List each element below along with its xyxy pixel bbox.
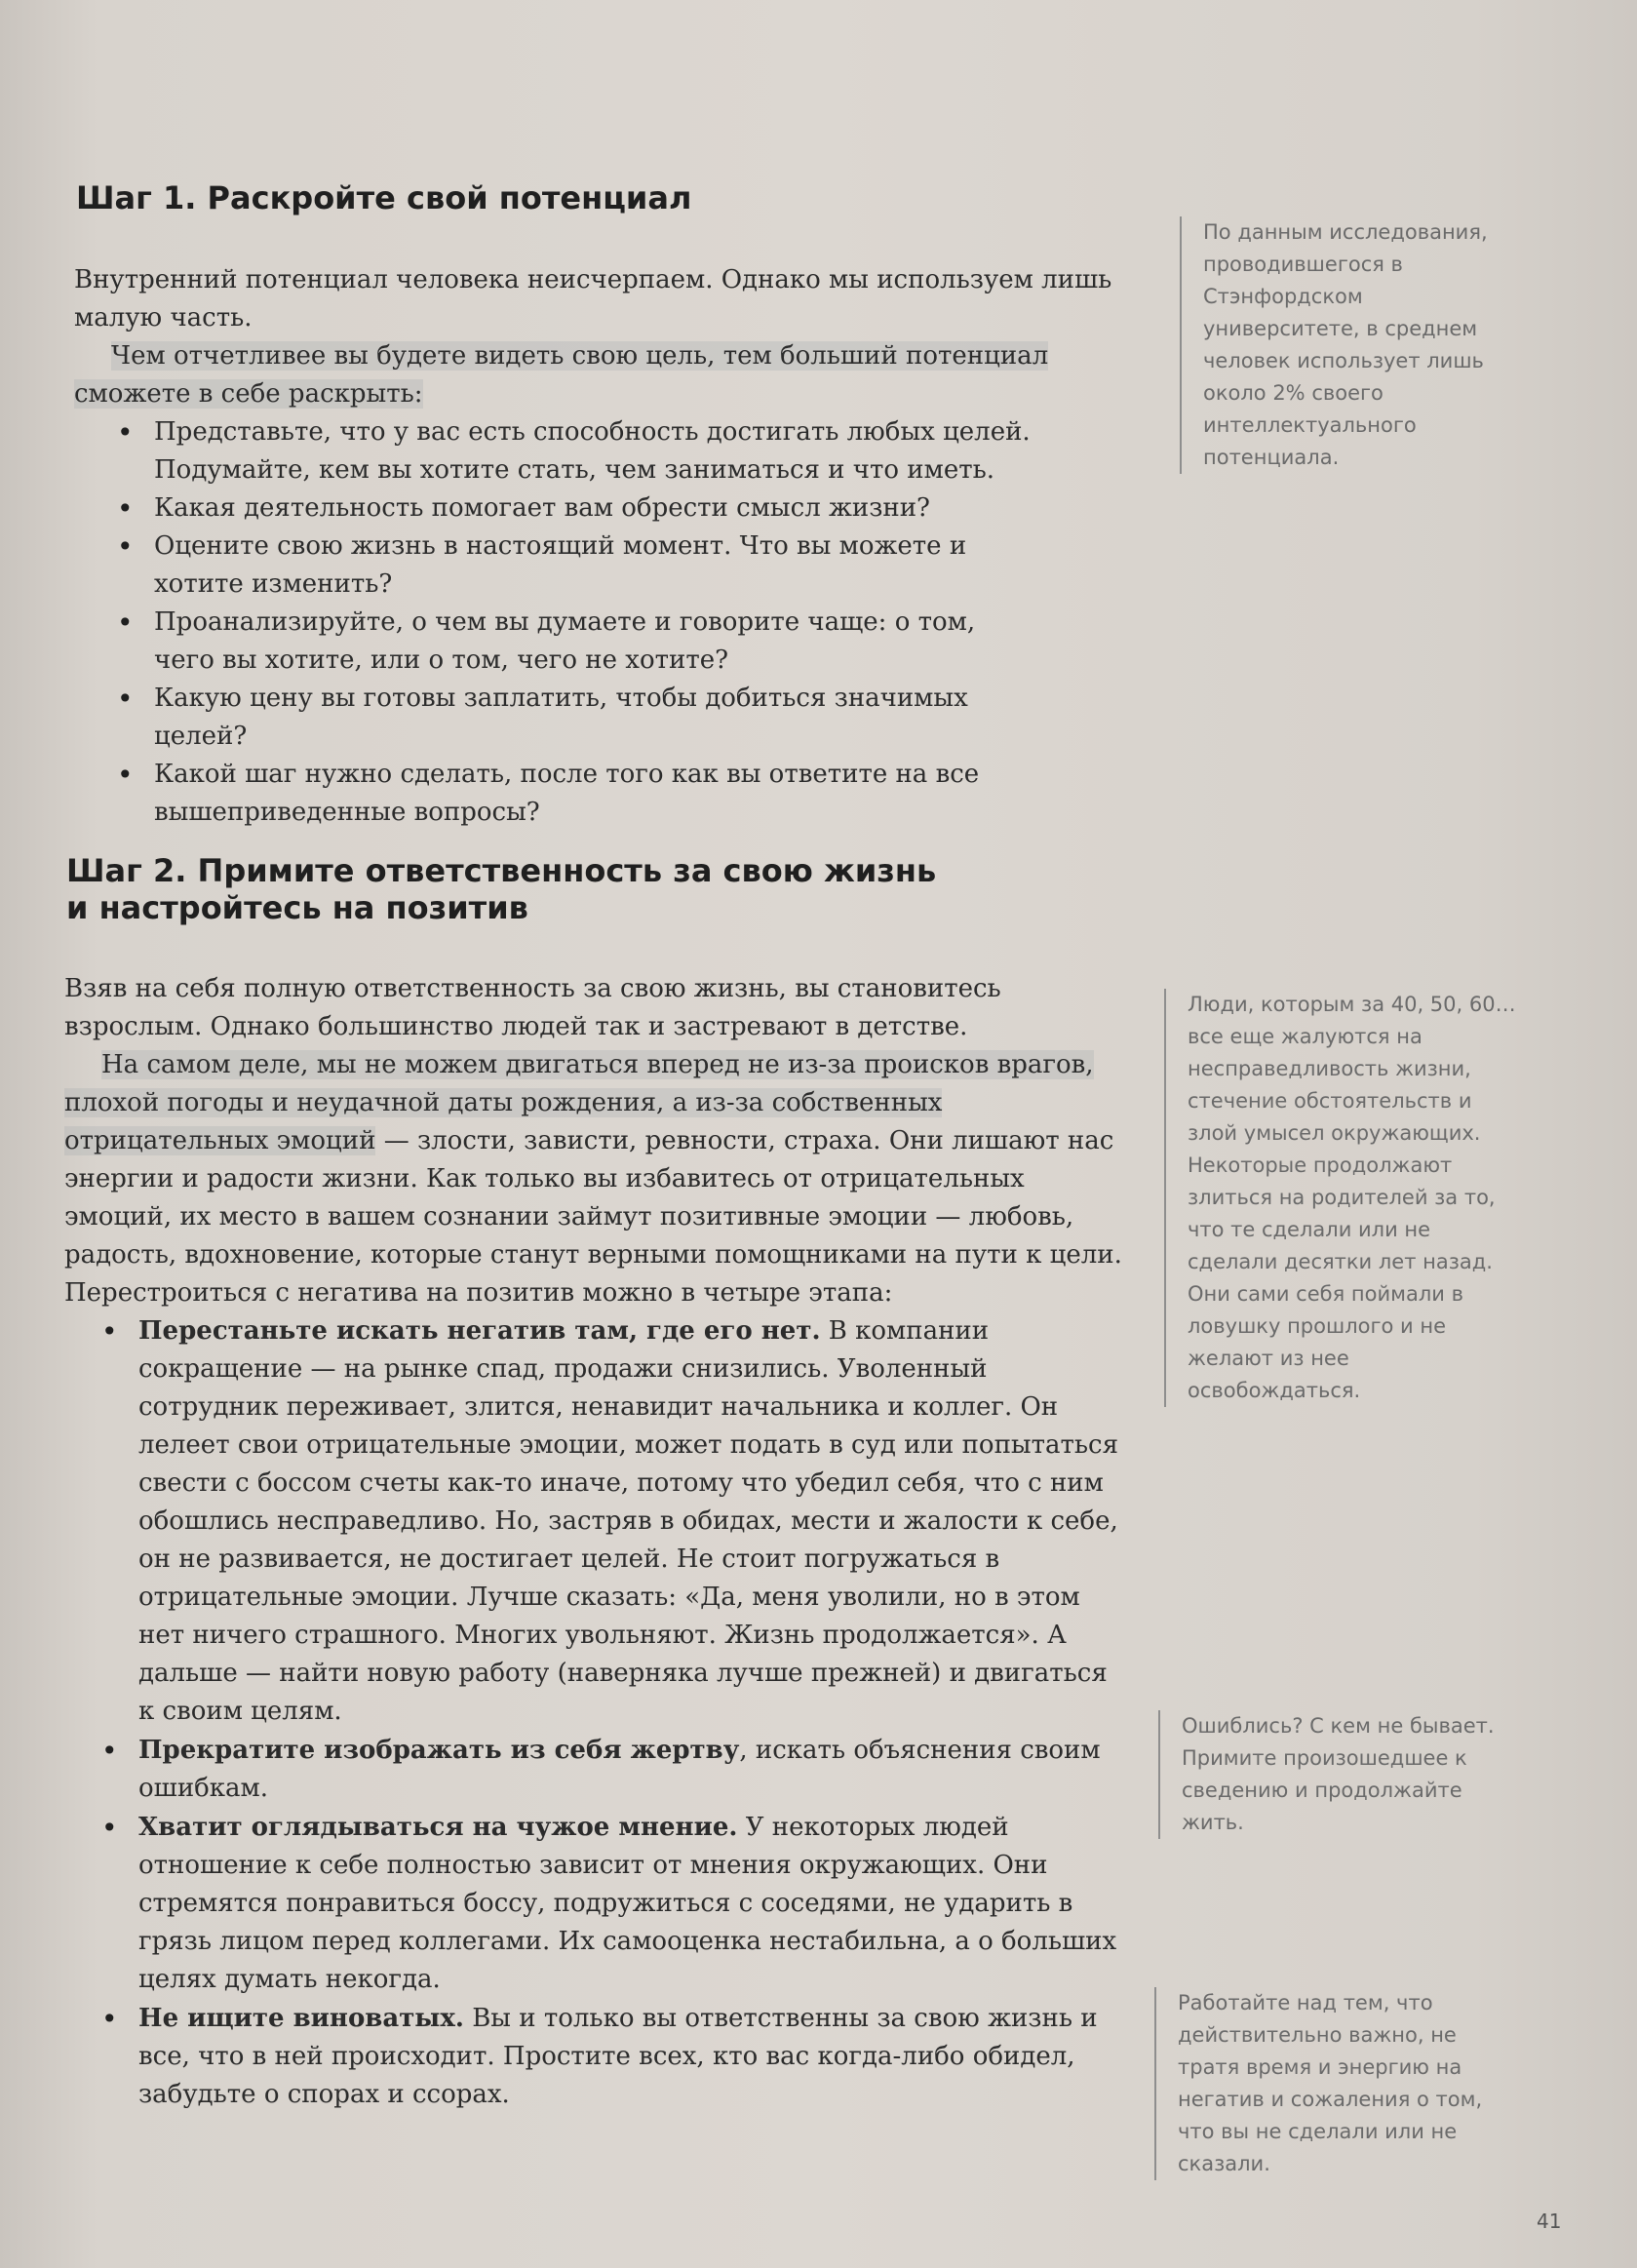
list-item-text: У некоторых людей отношение к себе полностью зависит от мнения окружающих. Они стремятся понравиться боссу, подружиться с соседями, не ударить в грязь лицом перед коллегами. Их самооценка нестабильна, а о больших целях думать некогда. bbox=[138, 1813, 1117, 1994]
list-item-text: Вы и только вы ответственны за свою жизнь и все, что в ней происходит. Простите всех, кто вас когда-либо обидел, забудьте о спорах и ссорах. bbox=[138, 2004, 1098, 2109]
list-item: • Представьте, что у вас есть способность достигать любых целей. Подумайте, кем вы хотите стать, чем заниматься и что иметь. bbox=[154, 413, 1041, 489]
list-item: • Какая деятельность помогает вам обрести смысл жизни? bbox=[154, 489, 1041, 528]
list-item: • Какой шаг нужно сделать, после того как вы ответите на все вышеприведенные вопросы? bbox=[154, 756, 1041, 832]
step1-sidenote: По данным исследования, проводившегося в Стэнфордском университете, в среднем человек использует лишь около 2% своего интеллектуального потенциала. bbox=[1180, 216, 1525, 474]
list-item-bold: Прекратите изображать из себя жертву bbox=[138, 1736, 740, 1765]
list-item-text: , искать объяснения своим ошибкам. bbox=[138, 1736, 1101, 1803]
list-item: • Оцените свою жизнь в настоящий момент. Что вы можете и хотите изменить? bbox=[154, 528, 1041, 604]
step1-paragraph-2 bbox=[74, 337, 1137, 413]
step2-paragraph-2 bbox=[64, 1046, 1123, 1312]
step1-paragraph-1: Внутренний потенциал человека неисчерпаем. Однако мы используем лишь малую часть. bbox=[74, 265, 1112, 332]
step2-heading-line-1: Шаг 2. Примите ответственность за свою жизнь bbox=[66, 852, 937, 889]
step2-sidenote-1: Люди, которым за 40, 50, 60… все еще жалуются на несправедливость жизни, стечение обстоятельств и злой умысел окружающих. Некоторые продолжают злиться на родителей за то, что те сделали или не сделали десятки лет назад. Они сами себя поймали в ловушку прошлого и не желают из нее освобождаться. bbox=[1164, 989, 1519, 1407]
step2-heading bbox=[66, 852, 936, 926]
step1-paragraph-2-text: Чем отчетливее вы будете видеть свою цель, тем больший потенциал сможете в себе раскрыть: bbox=[74, 341, 1049, 409]
step2-paragraph-2-highlight: На самом деле, мы не можем двигаться вперед не из-за происков врагов, плохой погоды и неудачной даты рождения, а из-за собственных отрицательных эмоций bbox=[64, 1050, 1094, 1155]
step2-paragraph-1: Взяв на себя полную ответственность за свою жизнь, вы становитесь взрослым. Однако большинство людей так и застревают в детстве. bbox=[64, 974, 1001, 1041]
list-item-bold: Хватит оглядываться на чужое мнение. bbox=[138, 1813, 738, 1842]
list-item bbox=[138, 1732, 1123, 1808]
step2-sidenote-2: Ошиблись? С кем не бывает. Примите произошедшее к сведению и продолжайте жить. bbox=[1158, 1710, 1503, 1839]
step2-paragraph-2-rest: — злости, зависти, ревности, страха. Они лишают нас энергии и радости жизни. Как только вы избавитесь от отрицательных эмоций, их место в вашем сознании займут позитивные эмоции — любовь, радость, вдохновение, которые станут верными помощниками на пути к цели. Перестроиться с негатива на позитив можно в четыре этапа: bbox=[64, 1126, 1122, 1308]
list-item bbox=[138, 1809, 1123, 1999]
page-number: 41 bbox=[1537, 2209, 1562, 2233]
step1-bullet-list bbox=[154, 413, 1041, 832]
step2-sidenote-3: Работайте над тем, что действительно важно, не тратя время и энергию на негатив и сожаления о том, что вы не сделали или не сказали. bbox=[1154, 1987, 1500, 2180]
list-item: • Проанализируйте, о чем вы думаете и говорите чаще: о том, чего вы хотите, или о том, чего не хотите? bbox=[154, 604, 1041, 680]
step2-body bbox=[64, 970, 1123, 2115]
step2-heading-line-2: и настройтесь на позитив bbox=[66, 889, 528, 926]
list-item: • Какую цену вы готовы заплатить, чтобы добиться значимых целей? bbox=[154, 680, 1041, 756]
list-item-text: В компании сокращение — на рынке спад, продажи снизились. Уволенный сотрудник переживает, злится, ненавидит начальника и коллег. Он лелеет свои отрицательные эмоции, может подать в суд или попытаться свести с боссом счеты как-то иначе, потому что убедил себя, что с ним обошлись несправедливо. Но, застряв в обидах, мести и жалости к себе, он не развивается, не достигает целей. Не стоит погружаться в отрицательные эмоции. Лучше сказать: «Да, меня уволили, но в этом нет ничего страшного. Многих увольняют. Жизнь продолжается». А дальше — найти новую работу (наверняка лучше прежней) и двигаться к своим целям. bbox=[138, 1316, 1118, 1726]
step1-body bbox=[74, 261, 1137, 832]
list-item-bold: Не ищите виноватых. bbox=[138, 2004, 464, 2033]
step1-heading: Шаг 1. Раскройте свой потенциал bbox=[76, 179, 692, 216]
step2-bullet-list bbox=[138, 1312, 1123, 2114]
list-item bbox=[138, 2000, 1123, 2114]
list-item-bold: Перестаньте искать негатив там, где его нет. bbox=[138, 1316, 821, 1346]
list-item bbox=[138, 1312, 1123, 1731]
